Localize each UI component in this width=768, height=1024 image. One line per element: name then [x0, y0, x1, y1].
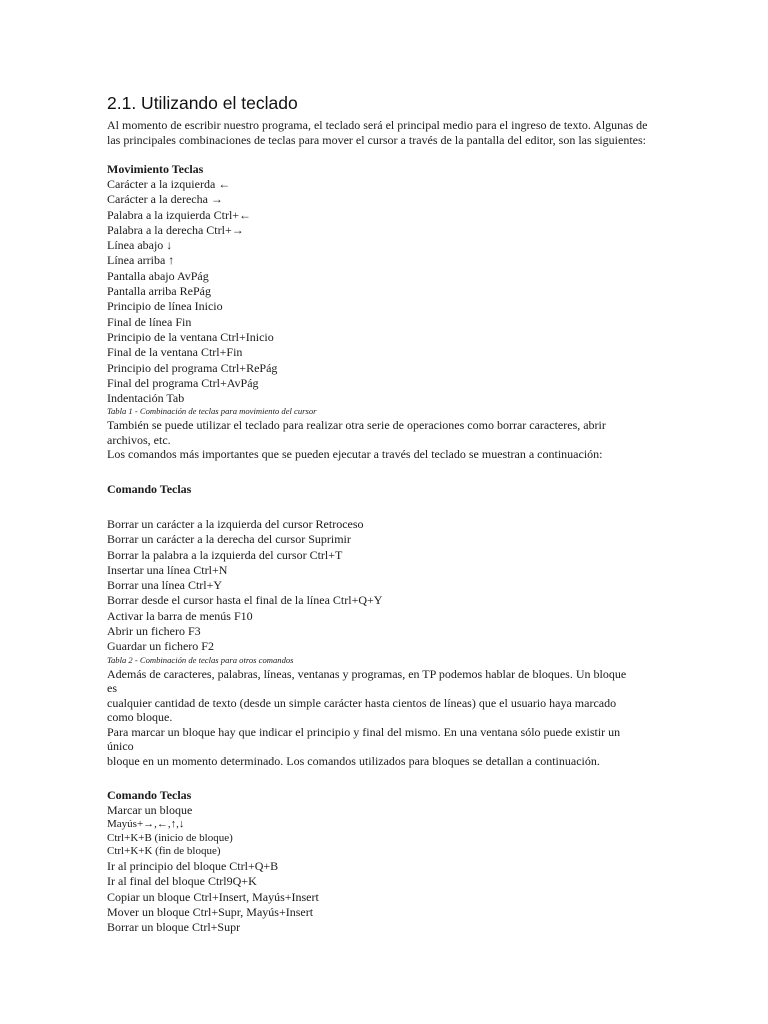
table3-row: Mover un bloque Ctrl+Supr, Mayús+Insert: [107, 904, 314, 919]
table1-row: Final del programa Ctrl+AvPág: [107, 375, 259, 390]
paragraph-line: cualquier cantidad de texto (desde un simple carácter hasta cientos de líneas) que el usuario haya marcado: [107, 695, 617, 710]
table2-row: Activar la barra de menús F10: [107, 608, 253, 623]
table2-row: Borrar un carácter a la derecha del cursor Suprimir: [107, 532, 351, 547]
table2-row: Guardar un fichero F2: [107, 639, 214, 654]
table1-row: Final de línea Fin: [107, 314, 192, 329]
table2-list: [107, 517, 662, 655]
table1-row: Palabra a la derecha Ctrl+→: [107, 222, 244, 237]
table2-row: Borrar desde el cursor hasta el final de la línea Ctrl+Q+Y: [107, 593, 383, 608]
document-content: [107, 92, 662, 935]
table1-row: Indentación Tab: [107, 391, 185, 406]
paragraph-line: único: [107, 739, 134, 754]
intro-paragraph: Al momento de escribir nuestro programa, el teclado será el principal medio para el ingreso de texto. Algunas de las principales combinaciones de teclas para mover el cursor a través de la pantalla del editor, son las siguientes:: [107, 118, 648, 147]
table2-row: Borrar la palabra a la izquierda del cursor Ctrl+T: [107, 547, 343, 562]
table1-row: Palabra a la izquierda Ctrl+←: [107, 207, 252, 222]
table2-row: Insertar una línea Ctrl+N: [107, 562, 228, 577]
table3-row: Borrar un bloque Ctrl+Supr: [107, 920, 241, 935]
spacer: [107, 497, 662, 517]
table1-row: Final de la ventana Ctrl+Fin: [107, 345, 243, 360]
section-title: 2.1. Utilizando el teclado: [107, 93, 298, 113]
paragraph-line: También se puede utilizar el teclado para realizar otra serie de operaciones como borrar caracteres, abrir: [107, 418, 606, 433]
table2-caption: Tabla 2 - Combinación de teclas para otros comandos: [107, 654, 294, 665]
table1-row: Principio del programa Ctrl+RePág: [107, 360, 278, 375]
table3-row: Marcar un bloque: [107, 803, 193, 818]
table1-list: [107, 177, 662, 406]
table3-list: [107, 803, 662, 818]
table1-row: Pantalla arriba RePág: [107, 284, 211, 299]
spacer: [107, 147, 662, 162]
table1-caption: Tabla 1 - Combinación de teclas para movimiento del cursor: [107, 406, 317, 417]
table1-row: Línea abajo ↓: [107, 238, 173, 253]
table3-row: Copiar un bloque Ctrl+Insert, Mayús+Insert: [107, 889, 319, 904]
table1-row: Carácter a la izquierda ←: [107, 177, 231, 191]
table1-row: Principio de la ventana Ctrl+Inicio: [107, 329, 274, 344]
table3-row: Mayús+→,←,↑,↓: [107, 818, 185, 831]
paragraph-line: es: [107, 681, 117, 696]
table2-row: Abrir un fichero F3: [107, 624, 201, 639]
table3-list-continued: [107, 859, 662, 935]
paragraph-line: archivos, etc.: [107, 432, 171, 447]
paragraph-line: Los comandos más importantes que se pueden ejecutar a través del teclado se muestran a continuación:: [107, 447, 603, 462]
paragraph-line: como bloque.: [107, 710, 173, 725]
table3-keys-list: [107, 818, 662, 859]
table3-row: Ir al principio del bloque Ctrl+Q+B: [107, 858, 279, 873]
table2-row: Borrar un carácter a la izquierda del cursor Retroceso: [107, 516, 364, 531]
table3-heading: Comando Teclas: [107, 788, 192, 803]
paragraph-line: bloque en un momento determinado. Los comandos utilizados para bloques se detallan a continuación.: [107, 753, 600, 768]
table1-heading: Movimiento Teclas: [107, 162, 204, 176]
table1-row: Pantalla abajo AvPág: [107, 268, 209, 283]
table1-row: Línea arriba ↑: [107, 253, 175, 268]
paragraph-line: Además de caracteres, palabras, líneas, ventanas y programas, en TP podemos hablar de bloques. Un bloque: [107, 666, 627, 681]
table2-row: Borrar una línea Ctrl+Y: [107, 578, 223, 593]
table1-row: Carácter a la derecha →: [107, 192, 223, 207]
table1-row: Principio de línea Inicio: [107, 299, 223, 314]
paragraph-line: Para marcar un bloque hay que indicar el principio y final del mismo. En una ventana sólo puede existir un: [107, 724, 621, 739]
table2-heading: Comando Teclas: [107, 481, 192, 496]
table3-row: Ctrl+K+B (inicio de bloque): [107, 831, 233, 844]
spacer: [107, 462, 662, 482]
table3-row: Ir al final del bloque Ctrl9Q+K: [107, 874, 257, 889]
spacer: [107, 768, 662, 788]
table3-row: Ctrl+K+K (fin de bloque): [107, 845, 221, 858]
